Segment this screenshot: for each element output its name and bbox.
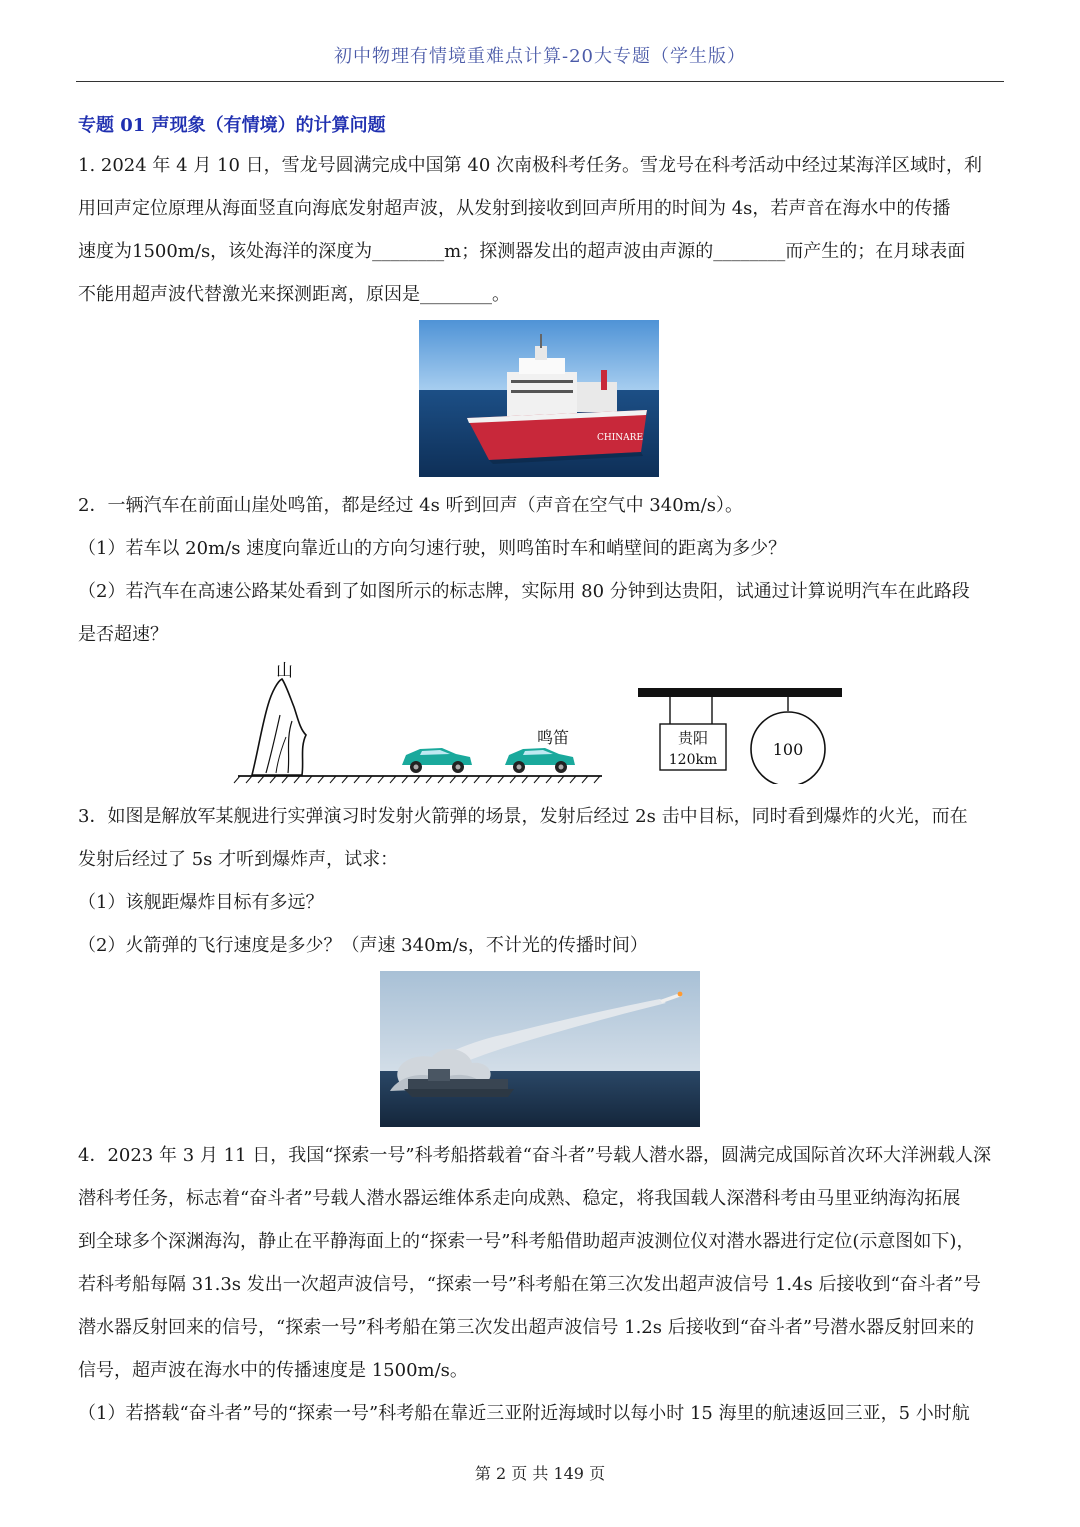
page-header: 初中物理有情境重难点计算-20大专题（学生版） (334, 46, 746, 67)
question-4 (78, 1134, 1006, 1435)
question-2-line: 是否超速？ (78, 624, 168, 645)
header-divider (76, 81, 1004, 82)
rocket-launch-photo (380, 971, 700, 1127)
question-2-line: 2．一辆汽车在前面山崖处鸣笛，都是经过 4s 听到回声（声音在空气中 340m/s）。 (78, 495, 744, 516)
sign-distance: 120km (668, 752, 718, 768)
mountain-car-diagram (230, 655, 615, 785)
question-4-line: 信号，超声波在海水中的传播速度是 1500m/s。 (78, 1360, 468, 1381)
question-1-line: 不能用超声波代替激光来探测距离，原因是________。 (78, 284, 510, 305)
question-1-line: 用回声定位原理从海面竖直向海底发射超声波，从发射到接收到回声所用的时间为 4s，若声音在海水中的传播 (78, 198, 951, 219)
question-3-line: （1）该舰距爆炸目标有多远？ (78, 892, 324, 913)
question-4-line: 潜水器反射回来的信号，“探索一号”科考船在第三次发出超声波信号 1.2s 后接收到“奋斗者”号潜水器反射回来的 (78, 1317, 975, 1338)
question-1-line: 速度为1500m/s，该处海洋的深度为________m；探测器发出的超声波由声源的________而产生的；在月球表面 (78, 241, 966, 262)
icebreaker-ship-photo (419, 320, 659, 477)
question-4-line: 到全球多个深渊海沟，静止在平静海面上的“探索一号”科考船借助超声波测位仪对潜水器进行定位(示意图如下)， (78, 1231, 975, 1252)
car-left (402, 748, 472, 773)
sign-city: 贵阳 (677, 729, 709, 747)
question-1 (78, 144, 1006, 316)
ship-hull-text: CHINARE (597, 433, 644, 443)
question-3-line: 3．如图是解放军某舰进行实弹演习时发射火箭弹的场景，发射后经过 2s 击中目标，同时看到爆炸的火光，而在 (78, 806, 968, 827)
question-4-line: 4．2023 年 3 月 11 日，我国“探索一号”科考船搭载着“奋斗者”号载人潜水器，圆满完成国际首次环大洋洲载人深 (78, 1145, 992, 1166)
sign-bar (638, 688, 842, 697)
question-2-line: （1）若车以 20m/s 速度向靠近山的方向匀速行驶，则鸣笛时车和峭壁间的距离为多少？ (78, 538, 787, 559)
question-1-line: 1. 2024 年 4 月 10 日，雪龙号圆满完成中国第 40 次南极科考任务。雪龙号在科考活动中经过某海洋区域时，利 (78, 155, 983, 176)
topic-title: 专题 01 声现象（有情境）的计算问题 (78, 115, 386, 136)
question-3-line: 发射后经过了 5s 才听到爆炸声，试求： (78, 849, 399, 870)
question-4-line: （1）若搭载“奋斗者”号的“探索一号”科考船在靠近三亚附近海域时以每小时 15 海里的航速返回三亚，5 小时航 (78, 1403, 970, 1424)
mountain-label: 山 (276, 661, 293, 681)
page-number: 第 2 页 共 149 页 (474, 1464, 606, 1483)
question-3-line: （2）火箭弹的飞行速度是多少？（声速 340m/s，不计光的传播时间） (78, 935, 648, 956)
question-4-line: 潜科考任务，标志着“奋斗者”号载人潜水器运维体系走向成熟、稳定，将我国载人深潜科考由马里亚纳海沟拓展 (78, 1188, 961, 1209)
speed-limit-value: 100 (772, 740, 804, 759)
question-4-line: 若科考船每隔 31.3s 发出一次超声波信号，“探索一号”科考船在第三次发出超声波信号 1.4s 后接收到“奋斗者”号 (78, 1274, 981, 1295)
question-2-line: （2）若汽车在高速公路某处看到了如图所示的标志牌，实际用 80 分钟到达贵阳，试通过计算说明汽车在此路段 (78, 581, 970, 602)
car-right (505, 748, 575, 773)
question-2 (78, 484, 1006, 656)
road-sign-diagram (636, 684, 846, 784)
question-3 (78, 795, 1006, 967)
honk-label: 鸣笛 (537, 728, 570, 747)
mountain-shape (252, 679, 306, 775)
